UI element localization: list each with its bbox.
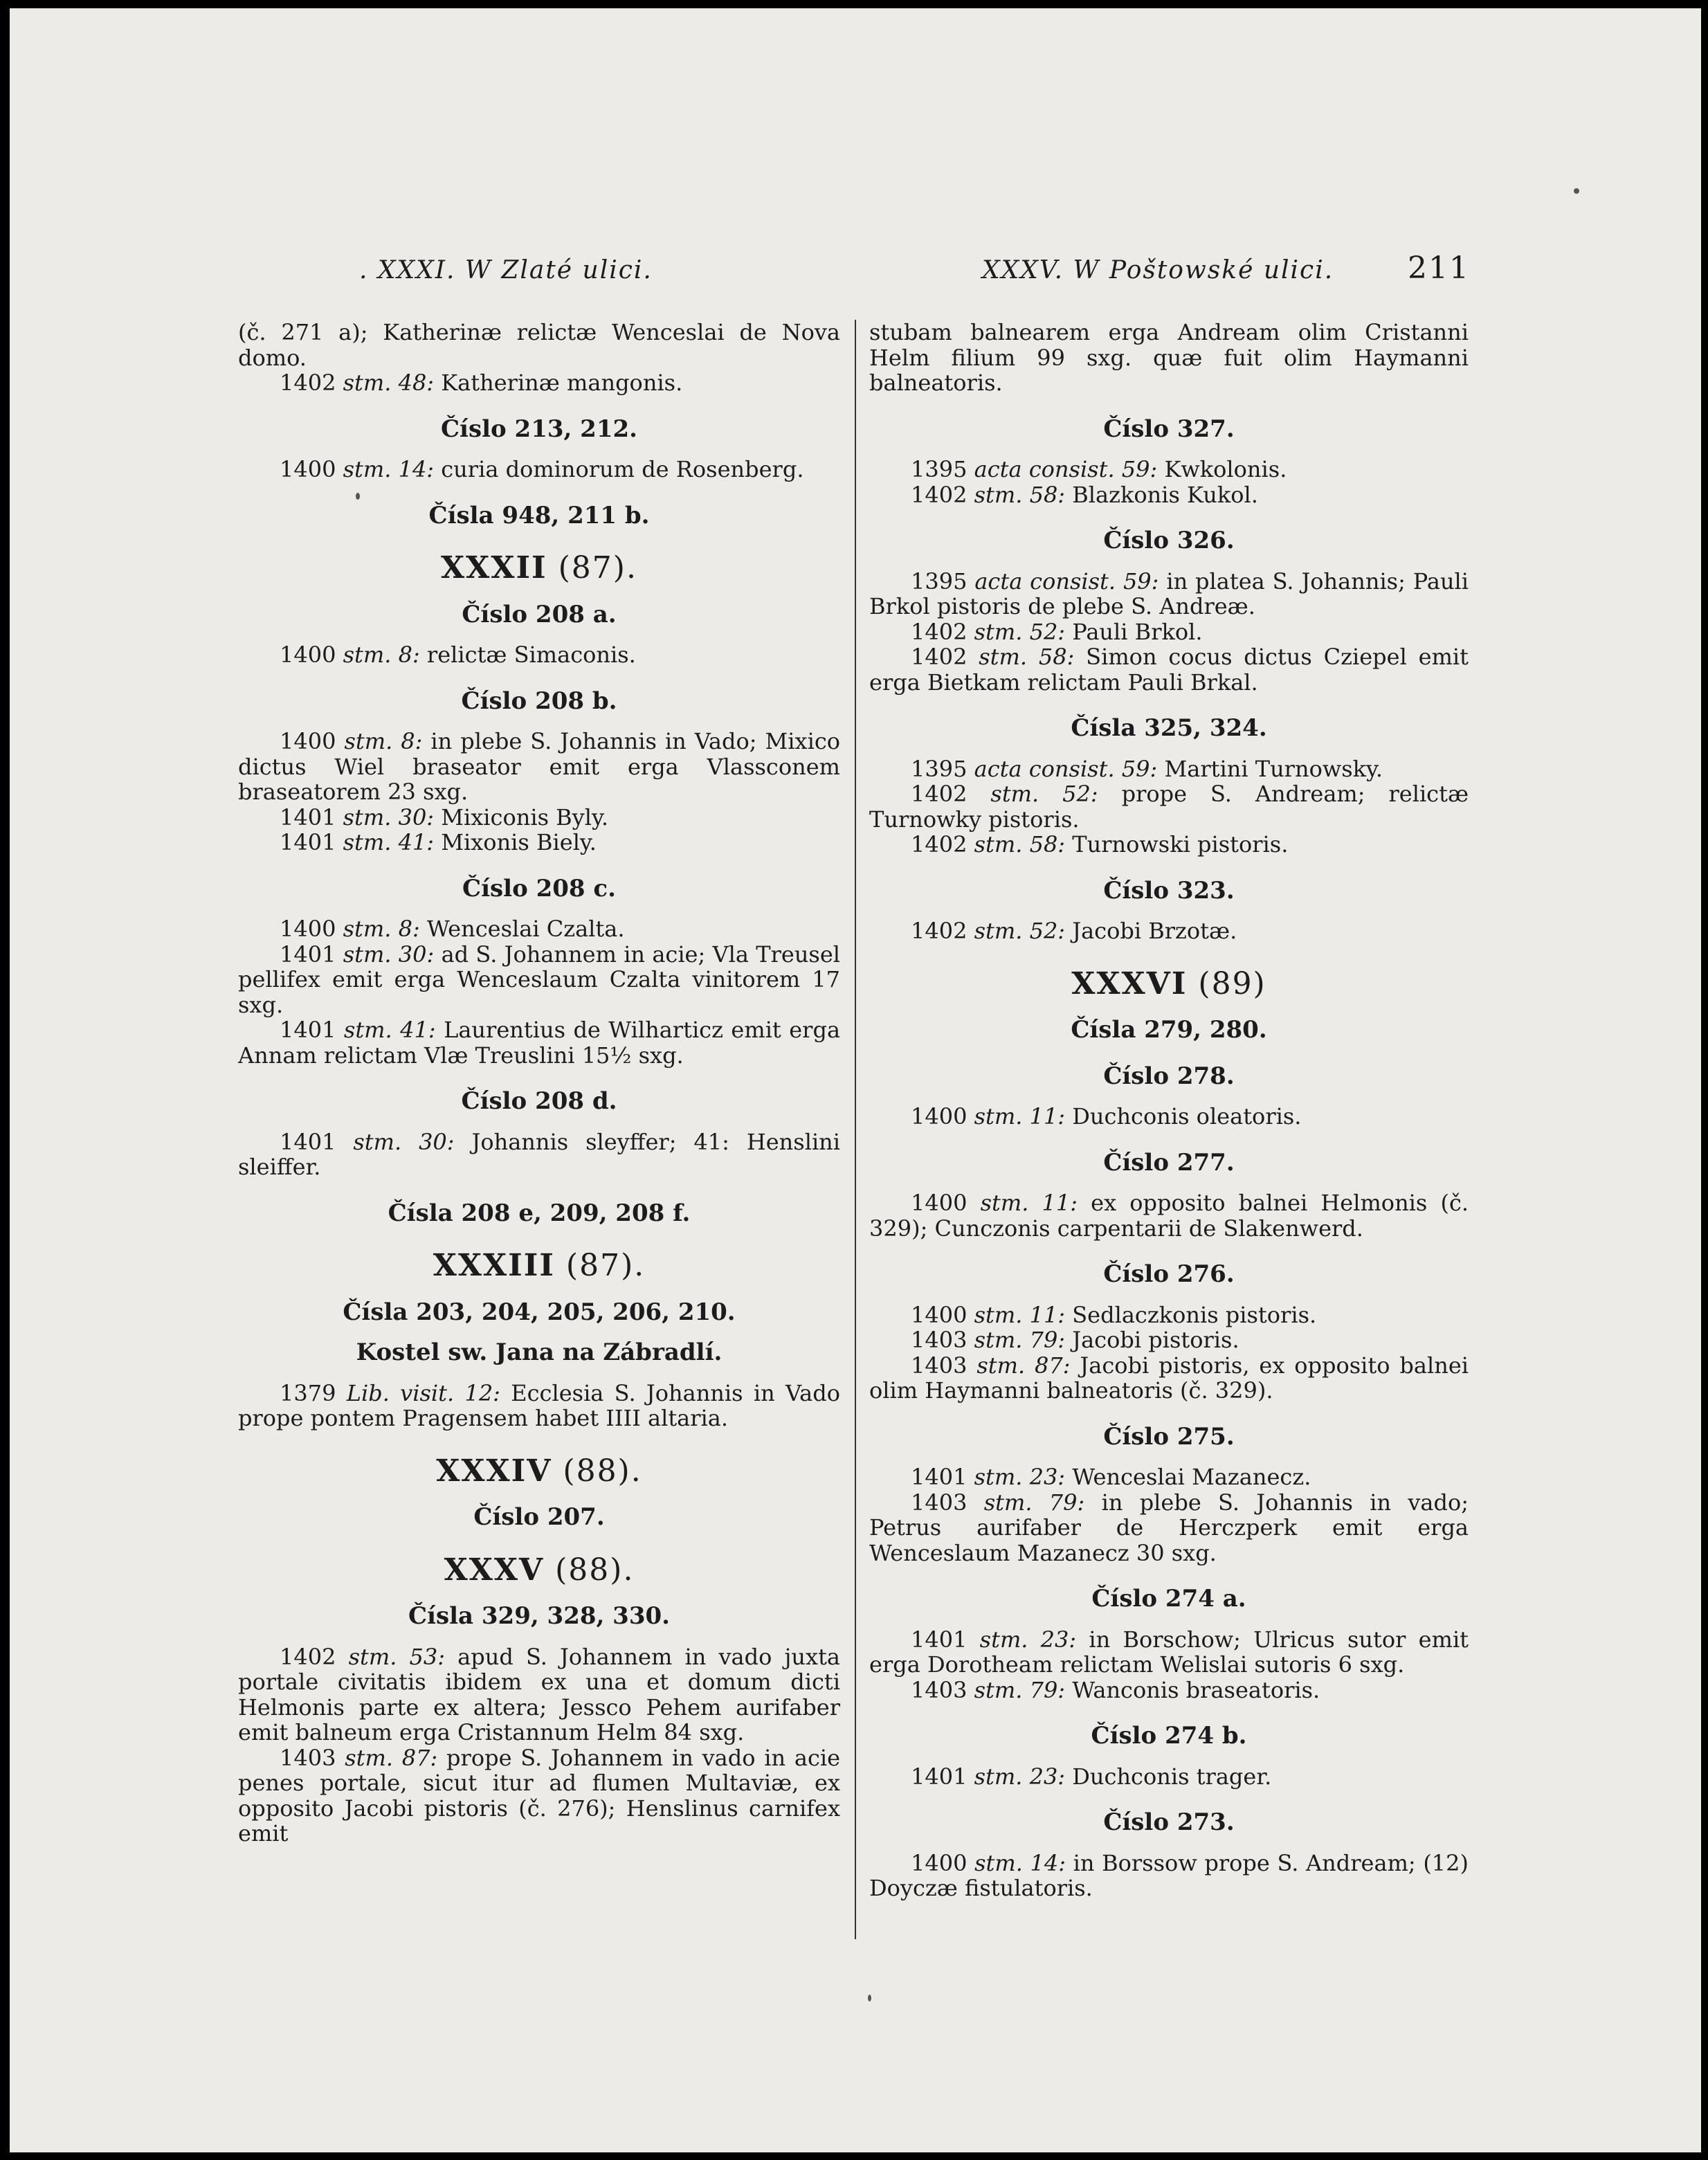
section-heading (238, 550, 840, 586)
entry-source: acta consist. 59: (974, 456, 1158, 482)
house-number-heading: Číslo 275. (1103, 1422, 1235, 1451)
entry-year: 1401 (911, 1763, 967, 1790)
entry-source: Lib. visit. 12: (346, 1379, 500, 1406)
entry-text: Sedlaczkonis pistoris. (1072, 1301, 1317, 1328)
entry-source: stm. 79: (983, 1489, 1085, 1516)
section-numeral: XXXIII (433, 1248, 555, 1283)
entry-text: Martini Turnowsky. (1164, 755, 1383, 782)
entry-source: stm. 11: (974, 1301, 1066, 1328)
house-number-heading: Čísla 325, 324. (1071, 714, 1267, 742)
entry-source: stm. 79: (974, 1327, 1066, 1353)
entry-year: 1400 (911, 1103, 967, 1129)
entry-year: 1400 (280, 916, 336, 942)
entry-text: in plebe S. Johannis in vado; Petrus aurifaber de Herczperk emit erga Wenceslaum Mazanecz 30 sxg. (869, 1489, 1469, 1566)
record-entry (869, 1104, 1469, 1129)
record-entry (869, 918, 1469, 944)
entry-source: stm. 30: (353, 1128, 455, 1155)
entry-text: Jacobi pistoris. (1072, 1327, 1239, 1353)
page-number: 211 (1408, 251, 1470, 286)
entry-source: stm. 11: (980, 1190, 1078, 1216)
record-entry (238, 1644, 840, 1745)
record-entry (869, 1327, 1469, 1353)
entry-source: stm. 11: (974, 1103, 1066, 1129)
running-head (238, 251, 1470, 299)
entry-text: Ecclesia S. Johannis in Vado prope pontem Pragensem habet IIII altaria. (238, 1379, 841, 1431)
house-number-heading: Čísla 279, 280. (1071, 1016, 1267, 1044)
record-entry (238, 370, 840, 396)
record-entry (238, 1745, 840, 1846)
entry-text: Duchconis trager. (1072, 1763, 1272, 1790)
record-entry (869, 457, 1469, 482)
entry-source: stm. 23: (974, 1763, 1066, 1790)
record-entry (869, 1678, 1469, 1703)
entry-text: prope S. Andream; relictæ Turnowky pistoris. (869, 781, 1469, 833)
entry-year: 1403 (280, 1744, 336, 1771)
entry-year: 1402 (280, 370, 336, 396)
record-entry (869, 1303, 1469, 1328)
entry-year: 1400 (911, 1849, 967, 1876)
running-head-right: XXXV. W Poštowské ulici. (982, 256, 1334, 284)
record-entry (869, 644, 1469, 695)
entry-text: in Borssow prope S. Andream; (12) Doyczæ fistulatoris. (869, 1849, 1469, 1901)
house-number-heading: Čísla 329, 328, 330. (408, 1602, 670, 1630)
record-entry (869, 1851, 1469, 1901)
record-entry (869, 1190, 1469, 1241)
entry-text: in plebe S. Johannis in Vado; Mixico dictus Wiel braseator emit erga Vlassconem braseatorem 23 sxg. (238, 728, 840, 805)
entry-year: 1402 (911, 618, 967, 645)
entry-text: Laurentius de Wilharticz emit erga Annam relictam Vlæ Treuslini 15½ sxg. (238, 1017, 841, 1069)
entry-text: Kwkolonis. (1164, 456, 1287, 482)
record-entry (238, 729, 840, 805)
record-entry (238, 1017, 840, 1068)
entry-text: Duchconis oleatoris. (1072, 1103, 1302, 1129)
entry-year: 1401 (280, 1017, 336, 1043)
entry-year: 1379 (280, 1379, 336, 1406)
entry-text: Jacobi pistoris, ex opposito balnei olim Haymanni balneatoris (č. 329). (869, 1352, 1469, 1404)
entry-year: 1400 (911, 1301, 967, 1328)
entry-source: stm. 23: (979, 1626, 1077, 1653)
house-number-heading: Číslo 326. (1103, 527, 1235, 554)
entry-text: Wenceslai Mazanecz. (1072, 1464, 1311, 1490)
house-number-heading: Číslo 208 a. (462, 600, 617, 628)
entry-source: stm. 41: (343, 829, 435, 855)
entry-year: 1402 (911, 781, 967, 807)
entry-text: Simon cocus dictus Cziepel emit erga Bietkam relictam Pauli Brkal. (869, 644, 1469, 696)
house-number-heading: Číslo 273. (1103, 1808, 1235, 1836)
entry-year: 1401 (280, 804, 336, 831)
entry-year: 1401 (280, 1128, 336, 1155)
entry-source: stm. 58: (974, 831, 1066, 857)
entry-source: stm. 14: (974, 1849, 1066, 1876)
section-heading (238, 1552, 840, 1588)
house-number-heading: Číslo 276. (1103, 1260, 1235, 1288)
entry-source: stm. 52: (990, 781, 1098, 807)
entry-year: 1403 (911, 1676, 967, 1703)
entry-text: prope S. Johannem in vado in acie penes portale, sicut itur ad flumen Multaviæ, ex opposito Jacobi pistoris (č. 276); Henslinus carnifex emit (238, 1744, 841, 1846)
section-heading (238, 1248, 840, 1283)
entry-text: Turnowski pistoris. (1072, 831, 1289, 857)
entry-year: 1402 (911, 831, 967, 857)
entry-source: stm. 53: (348, 1643, 446, 1670)
house-number-heading: Čísla 208 e, 209, 208 f. (388, 1199, 691, 1227)
section-number: (89) (1198, 965, 1266, 1001)
record-entry (869, 619, 1469, 645)
entry-text: curia dominorum de Rosenberg. (441, 456, 804, 482)
entry-source: stm. 87: (976, 1352, 1071, 1379)
entry-text: Mixiconis Byly. (441, 804, 608, 831)
entry-source: stm. 8: (343, 916, 420, 942)
section-numeral: XXXV (444, 1552, 545, 1588)
record-entry (238, 942, 840, 1018)
section-number: (88). (555, 1552, 635, 1588)
entry-text: Blazkonis Kukol. (1072, 481, 1258, 508)
entry-source: acta consist. 59: (974, 568, 1159, 595)
book-page (238, 251, 1470, 1981)
entry-text: Katherinæ mangonis. (441, 370, 683, 396)
entry-year: 1400 (280, 456, 336, 482)
entry-year: 1401 (911, 1626, 967, 1653)
entry-year: 1402 (911, 481, 967, 508)
entry-year: 1400 (280, 728, 336, 754)
section-numeral: XXXII (441, 550, 547, 586)
record-entry (238, 916, 840, 942)
entry-source: stm. 8: (344, 728, 423, 754)
entry-text: Wenceslai Czalta. (426, 916, 625, 942)
record-entry (869, 1464, 1469, 1490)
record-entry (869, 756, 1469, 782)
section-heading (869, 965, 1469, 1001)
entry-source: stm. 58: (979, 644, 1075, 670)
left-column (238, 320, 840, 1846)
paper-speck (356, 493, 360, 500)
record-entry (869, 1627, 1469, 1678)
house-number-heading: Číslo 278. (1103, 1062, 1235, 1090)
house-number-heading: Číslo 213, 212. (440, 415, 637, 443)
section-number: (87). (565, 1248, 646, 1283)
entry-text: in Borschow; Ulricus sutor emit erga Dorotheam relictam Welislai sutoris 6 sxg. (869, 1626, 1469, 1678)
house-number-heading: Čísla 203, 204, 205, 206, 210. (343, 1298, 736, 1326)
house-number-heading: Číslo 323. (1103, 876, 1235, 905)
house-number-heading: Čísla 948, 211 b. (428, 501, 650, 529)
record-entry (869, 1764, 1469, 1790)
entry-year: 1401 (911, 1464, 967, 1490)
entry-year: 1395 (911, 755, 967, 782)
right-column (869, 320, 1469, 1901)
paper-speck (868, 1995, 871, 2002)
section-heading (238, 1453, 840, 1489)
column-divider (855, 320, 856, 1939)
entry-source: stm. 8: (343, 642, 420, 668)
entry-year: 1395 (911, 456, 967, 482)
entry-year: 1401 (280, 941, 336, 968)
section-number: (88). (563, 1453, 642, 1489)
page-sheet (10, 8, 1701, 2152)
entry-year: 1403 (911, 1489, 967, 1516)
entry-text: Pauli Brkol. (1072, 618, 1203, 645)
section-numeral: XXXIV (436, 1453, 552, 1489)
church-heading: Kostel sw. Jana na Zábradlí. (356, 1338, 723, 1366)
entry-source: stm. 48: (343, 370, 435, 396)
entry-source: stm. 52: (974, 918, 1066, 944)
paper-speck (1574, 188, 1579, 194)
record-entry (238, 830, 840, 855)
record-entry (869, 1353, 1469, 1404)
entry-text: Mixonis Biely. (441, 829, 597, 855)
section-numeral: XXXVI (1071, 965, 1188, 1001)
entry-year: 1400 (911, 1190, 967, 1216)
entry-source: stm. 30: (343, 804, 435, 831)
house-number-heading: Číslo 277. (1103, 1148, 1235, 1177)
entry-source: stm. 14: (343, 456, 435, 482)
continuation-paragraph: stubam balnearem erga Andream olim Cristanni Helm filium 99 sxg. quæ fuit olim Haymanni balneatoris. (869, 319, 1469, 396)
record-entry (869, 482, 1469, 508)
record-entry (238, 1129, 840, 1180)
entry-text: ad S. Johannem in acie; Vla Treusel pellifex emit erga Wenceslaum Czalta vinitorem 17 sxg. (238, 941, 841, 1018)
entry-year: 1402 (911, 644, 967, 670)
record-entry (869, 569, 1469, 619)
house-number-heading: Číslo 327. (1103, 415, 1235, 443)
continuation-paragraph: (č. 271 a); Katherinæ relictæ Wenceslai de Nova domo. (238, 319, 840, 371)
record-entry (869, 1490, 1469, 1566)
record-entry (869, 781, 1469, 832)
entry-text: Jacobi Brzotæ. (1072, 918, 1237, 944)
entry-year: 1395 (911, 568, 967, 595)
running-head-left: . XXXI. W Zlaté ulici. (359, 256, 653, 284)
entry-source: stm. 52: (974, 618, 1066, 645)
house-number-heading: Číslo 208 b. (461, 687, 617, 715)
entry-source: stm. 23: (974, 1464, 1066, 1490)
entry-text: ex opposito balnei Helmonis (č. 329); Cunczonis carpentarii de Slakenwerd. (869, 1190, 1469, 1242)
entry-text: relictæ Simaconis. (426, 642, 636, 668)
record-entry (869, 832, 1469, 857)
record-entry (238, 1381, 840, 1431)
entry-source: stm. 79: (974, 1676, 1066, 1703)
house-number-heading: Číslo 274 b. (1091, 1722, 1247, 1750)
house-number-heading: Číslo 208 c. (462, 874, 616, 902)
entry-source: stm. 87: (345, 1744, 438, 1771)
entry-year: 1403 (911, 1352, 967, 1379)
entry-text: Wanconis braseatoris. (1072, 1676, 1320, 1703)
record-entry (238, 805, 840, 831)
entry-source: acta consist. 59: (974, 755, 1158, 782)
entry-source: stm. 58: (974, 481, 1066, 508)
entry-year: 1402 (911, 918, 967, 944)
record-entry (238, 642, 840, 668)
section-number: (87). (558, 550, 637, 586)
entry-text: in platea S. Johannis; Pauli Brkol pistoris de plebe S. Andreæ. (869, 568, 1469, 619)
house-number-heading: Číslo 208 d. (461, 1087, 617, 1115)
entry-year: 1401 (280, 829, 336, 855)
entry-text: Johannis sleyffer; 41: Henslini sleiffer. (238, 1128, 841, 1180)
entry-source: stm. 30: (343, 941, 435, 968)
house-number-heading: Číslo 207. (473, 1503, 605, 1531)
entry-text: apud S. Johannem in vado juxta portale civitatis ibidem ex una et domum dicti Helmonis parte ex altera; Jessco Pehem aurifaber emit balneum erga Cristannum Helm 84 sxg. (238, 1643, 841, 1745)
entry-year: 1403 (911, 1327, 967, 1353)
entry-source: stm. 41: (343, 1017, 436, 1043)
entry-year: 1400 (280, 642, 336, 668)
record-entry (238, 457, 840, 482)
entry-year: 1402 (280, 1643, 336, 1670)
house-number-heading: Číslo 274 a. (1091, 1585, 1246, 1613)
